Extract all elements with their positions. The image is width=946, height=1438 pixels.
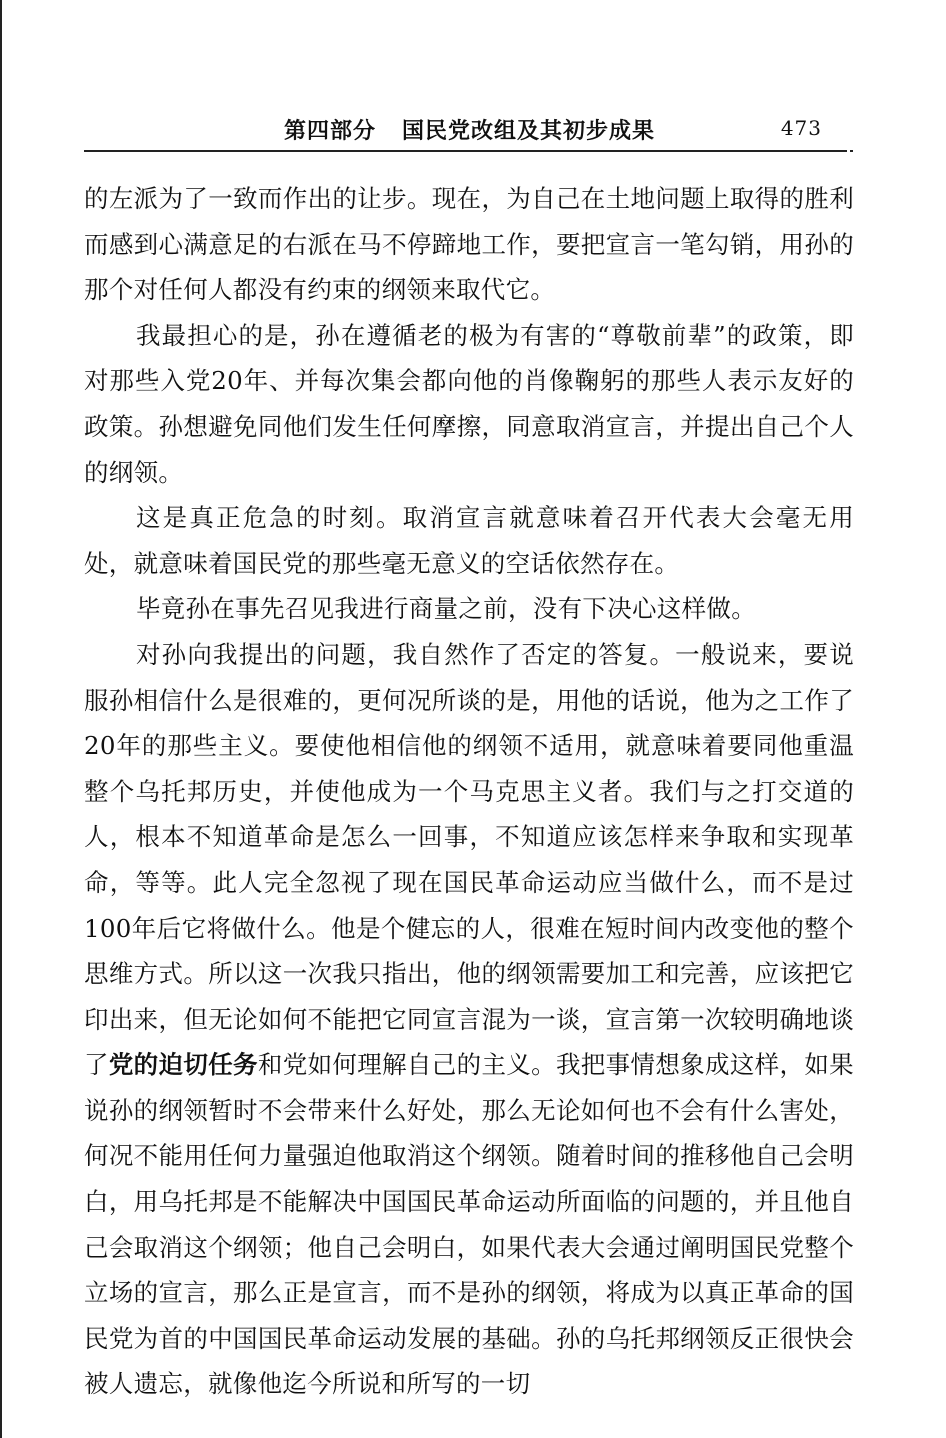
header-rule-dash bbox=[844, 150, 856, 152]
body-text bbox=[84, 176, 854, 1407]
paragraph-5-text-after: 和党如何理解自己的主义。我把事情想象成这样，如果说孙的纲领暂时不会带来什么好处，那么无论如何也不会有什么害处，何况不能用任何力量强迫他取消这个纲领。随着时间的推移他自己会明白，用乌托邦是不能解决中国国民革命运动所面临的问题的，并且他自己会取消这个纲领；他自己会明白，如果代表大会通过阐明国民党整个立场的宣言，那么正是宣言，而不是孙的纲领，将成为以真正革命的国民党为首的中国国民革命运动发展的基础。孙的乌托邦纲领反正很快会被人遗忘，就像他迄今所说和所写的一切 bbox=[84, 1050, 854, 1399]
page-edge bbox=[0, 0, 2, 1438]
header-rule bbox=[84, 150, 844, 152]
paragraph-1: 的左派为了一致而作出的让步。现在，为自己在土地问题上取得的胜利而感到心满意足的右派在马不停蹄地工作，要把宣言一笔勾销，用孙的那个对任何人都没有约束的纲领来取代它。 bbox=[84, 184, 854, 305]
paragraph-5-text-before: 对孙向我提出的问题，我自然作了否定的答复。一般说来，要说服孙相信什么是很难的，更何况所谈的是，用他的话说，他为之工作了20年的那些主义。要使他相信他的纲领不适用，就意味着要同他重温整个乌托邦历史，并使他成为一个马克思主义者。我们与之打交道的人，根本不知道革命是怎么一回事，不知道应该怎样来争取和实现革命，等等。此人完全忽视了现在国民革命运动应当做什么，而不是过100年后它将做什么。他是个健忘的人，很难在短时间内改变他的整个思维方式。所以这一次我只指出，他的纲领需要加工和完善，应该把它印出来，但无论如何不能把它同宣言混为一谈，宣言第一次较明确地谈了 bbox=[84, 639, 854, 1080]
emphasis-urgent-tasks: 党的迫切任务 bbox=[108, 1050, 258, 1080]
paragraph-2: 我最担心的是，孙在遵循老的极为有害的“尊敬前辈”的政策，即对那些入党20年、并每次集会都向他的肖像鞠躬的那些人表示友好的政策。孙想避免同他们发生任何摩擦，同意取消宣言，并提出自己个人的纲领。 bbox=[84, 320, 854, 487]
header-title bbox=[284, 114, 655, 145]
page-number: 473 bbox=[780, 116, 822, 140]
header-part: 第四部分 bbox=[284, 118, 377, 144]
running-header bbox=[84, 104, 854, 148]
paragraph-4: 毕竟孙在事先召见我进行商量之前，没有下决心这样做。 bbox=[136, 594, 756, 624]
paragraph-3: 这是真正危急的时刻。取消宣言就意味着召开代表大会毫无用处，就意味着国民党的那些毫无意义的空话依然存在。 bbox=[84, 503, 854, 578]
header-section-title: 国民党改组及其初步成果 bbox=[402, 118, 656, 144]
paragraph-5 bbox=[84, 632, 854, 1407]
